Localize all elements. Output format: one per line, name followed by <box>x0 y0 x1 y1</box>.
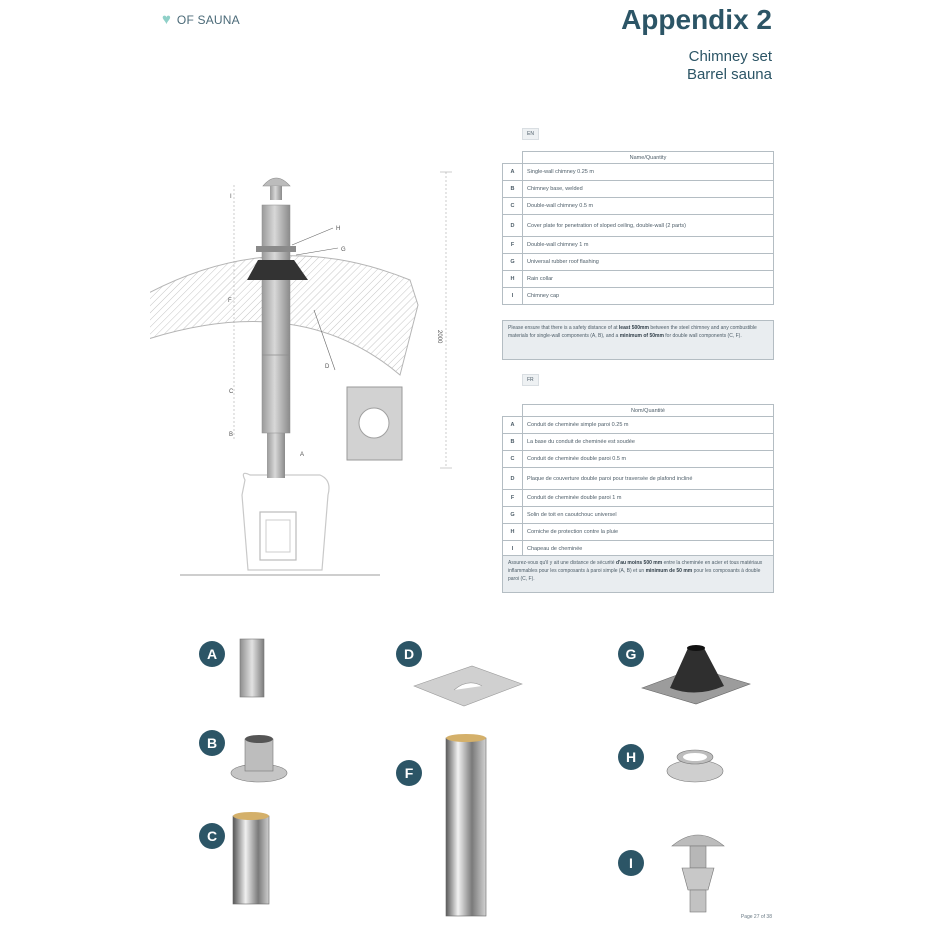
table-row <box>503 181 774 198</box>
cover-plate-image <box>412 660 524 710</box>
label-C: C <box>229 389 234 395</box>
row-name: Double-wall chimney 1 m <box>523 237 774 254</box>
double-wall-section <box>262 205 290 433</box>
stove-door <box>260 512 296 560</box>
table-row <box>503 524 774 541</box>
table-row <box>503 215 774 237</box>
double-wall-chimney-long-image <box>440 732 492 922</box>
row-name: Conduit de cheminée simple paroi 0.25 m <box>523 417 774 434</box>
brand-name: OF SAUNA <box>176 12 240 27</box>
row-letter: I <box>503 288 523 305</box>
row-letter: B <box>503 181 523 198</box>
table-row <box>503 271 774 288</box>
row-letter: H <box>503 524 523 541</box>
double-wall-chimney-short-image <box>229 810 273 910</box>
row-name: La base du conduit de cheminée est soudée <box>523 434 774 451</box>
rain-collar-image <box>664 745 726 785</box>
parts-table-en <box>502 151 774 305</box>
badge-a: A <box>199 641 225 667</box>
label-I: I <box>230 194 232 200</box>
row-name: Rain collar <box>523 271 774 288</box>
table-row <box>503 417 774 434</box>
row-letter: D <box>503 468 523 490</box>
label-F: F <box>228 298 232 304</box>
table-row <box>503 451 774 468</box>
chimney-cap-image <box>668 824 728 920</box>
row-name: Chimney cap <box>523 288 774 305</box>
badge-d: D <box>396 641 422 667</box>
label-H: H <box>336 226 341 232</box>
row-letter: G <box>503 254 523 271</box>
table-row <box>503 198 774 215</box>
row-letter: H <box>503 271 523 288</box>
row-letter: A <box>503 164 523 181</box>
table-row <box>503 164 774 181</box>
row-letter: A <box>503 417 523 434</box>
subtitle-line-1: Chimney set <box>688 48 772 65</box>
row-name: Conduit de cheminée double paroi 0.5 m <box>523 451 774 468</box>
page-title: Appendix 2 <box>621 4 772 35</box>
label-G: G <box>341 247 346 253</box>
row-name: Cover plate for penetration of sloped ceiling, double-wall (2 parts) <box>523 215 774 237</box>
badge-c: C <box>199 823 225 849</box>
chimney-base-image <box>228 731 290 787</box>
badge-f: F <box>396 760 422 786</box>
badge-g: G <box>618 641 644 667</box>
parts-table-fr <box>502 404 774 558</box>
table-row <box>503 254 774 271</box>
row-name: Double-wall chimney 0.5 m <box>523 198 774 215</box>
row-letter: G <box>503 507 523 524</box>
row-name: Chapeau de cheminée <box>523 541 774 558</box>
row-letter: F <box>503 237 523 254</box>
table-row <box>503 468 774 490</box>
lang-tag-en: EN <box>522 128 539 140</box>
safety-note-fr: Assurez-vous qu'il y ait une distance de sécurité d'au moins 500 mm entre la cheminée en acier et tous matériaux inflammables pour les composants à paroi simple (A, B) et un minimum de 50 mm pour les composants à double paroi (C, F). <box>502 555 774 593</box>
row-name: Plaque de couverture double paroi pour traversée de plafond incliné <box>523 468 774 490</box>
single-wall-section <box>267 430 285 478</box>
label-D: D <box>325 364 330 370</box>
row-name: Conduit de cheminée double paroi 1 m <box>523 490 774 507</box>
row-name: Chimney base, welded <box>523 181 774 198</box>
table-row <box>503 434 774 451</box>
heart-icon: ♥ <box>162 11 171 28</box>
cap-shape <box>263 178 290 186</box>
installation-diagram <box>150 150 470 590</box>
row-name: Solin de toit en caoutchouc universel <box>523 507 774 524</box>
row-name: Universal rubber roof flashing <box>523 254 774 271</box>
badge-b: B <box>199 730 225 756</box>
row-letter: D <box>503 215 523 237</box>
single-wall-chimney-image <box>236 637 268 703</box>
badge-h: H <box>618 744 644 770</box>
label-A: A <box>300 452 305 458</box>
subtitle-line-2: Barrel sauna <box>686 66 772 83</box>
table-row <box>503 507 774 524</box>
row-letter: F <box>503 490 523 507</box>
safety-note-en: Please ensure that there is a safety distance of at least 500mm between the steel chimney and any combustible materials for single-wall components (A, B), and a minimum of 50mm for double wall components (C, F). <box>502 320 774 360</box>
row-letter: C <box>503 451 523 468</box>
table-header-en: Name/Quantity <box>523 152 774 164</box>
diagram-height: 2000 <box>436 330 442 344</box>
row-name: Single-wall chimney 0.25 m <box>523 164 774 181</box>
row-name: Corniche de protection contre la pluie <box>523 524 774 541</box>
row-letter: B <box>503 434 523 451</box>
brand <box>162 12 240 27</box>
row-letter: I <box>503 541 523 558</box>
table-row <box>503 288 774 305</box>
table-row <box>503 237 774 254</box>
lang-tag-fr: FR <box>522 374 539 386</box>
page-subtitle <box>687 48 772 84</box>
roof-flashing-image <box>640 640 752 706</box>
table-header-fr: Nom/Quantité <box>523 405 774 417</box>
page-number: Page 27 of 38 <box>740 914 772 920</box>
label-B: B <box>229 432 234 438</box>
row-letter: C <box>503 198 523 215</box>
badge-i: I <box>618 850 644 876</box>
table-row <box>503 490 774 507</box>
